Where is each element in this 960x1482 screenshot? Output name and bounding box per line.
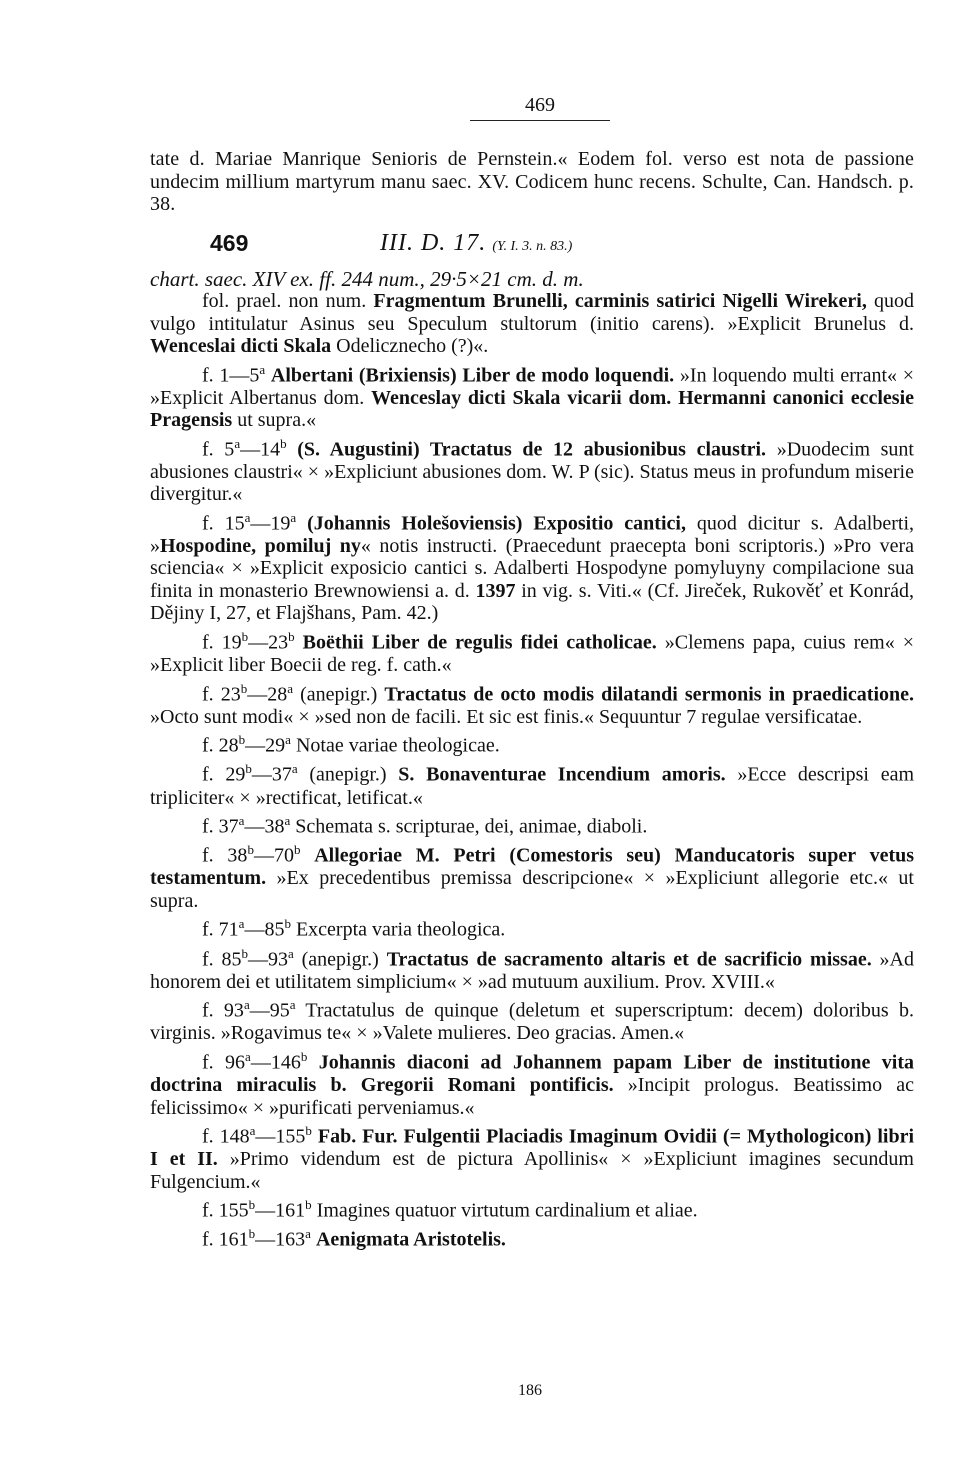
entry-text: f. 37 bbox=[202, 815, 239, 838]
entry-title: Allegoriae M. Petri (Comestoris seu) Manducatoris super vetus testamentum. bbox=[150, 844, 915, 890]
folio-superscript: b bbox=[247, 842, 254, 858]
entry-text: quod vulgo intitulatur Asinus seu Speculum stultorum (initio carens). »Explicit Brunelus d. bbox=[150, 290, 914, 335]
entry-text: —85 bbox=[244, 919, 285, 942]
manuscript-description: chart. saec. XIV ex. ff. 244 num., 29·5×21 cm. d. m. bbox=[150, 266, 584, 291]
entry-text: »Primo videndum est de pictura Apollinis« × »Expliciunt imagines secundum Fulgencium.« bbox=[150, 1148, 914, 1193]
entry-paragraph bbox=[150, 1046, 914, 1119]
entry-text: »Clemens papa, cuius rem« × »Explicit liber Boecii de reg. f. cath.« bbox=[150, 631, 914, 677]
entry-title: Albertani (Brixiensis) Liber de modo loquendi. bbox=[270, 364, 675, 387]
folio-superscript: b bbox=[248, 1197, 256, 1213]
folio-superscript: b bbox=[241, 945, 249, 961]
folio-superscript: b bbox=[245, 761, 252, 777]
entry-text: »Ecce descripsi eam tripliciter« × »rectificat, letificat.« bbox=[150, 764, 915, 809]
entry-title: S. Bonaventurae Incendium amoris. bbox=[398, 764, 726, 787]
manuscript-number: 469 bbox=[210, 229, 249, 256]
entry-text: —155 bbox=[255, 1125, 306, 1148]
entry-paragraph bbox=[150, 839, 914, 912]
entry-text: f. 161 bbox=[202, 1229, 249, 1251]
entry-text: f. 28 bbox=[202, 734, 239, 757]
entry-text: —29 bbox=[245, 734, 286, 757]
entry-title: Tractatus de octo modis dilatandi sermonis in praedicatione. bbox=[384, 683, 914, 706]
entry-text: fol. prael. non num. bbox=[202, 290, 374, 312]
entry-title: Fab. Fur. Fulgentii Placiadis Imaginum Ovidii (= Mythologicon) libri I et II. bbox=[150, 1125, 915, 1171]
folio-superscript: b bbox=[248, 1226, 256, 1242]
entry-text: (anepigr.) bbox=[293, 683, 385, 706]
entry-text: —146 bbox=[250, 1051, 301, 1074]
folio-superscript: b bbox=[240, 680, 248, 696]
footer-page-number: 186 bbox=[518, 1382, 542, 1399]
folio-superscript: a bbox=[259, 361, 266, 377]
folio-superscript: a bbox=[245, 1048, 251, 1064]
entry-title: 1397 bbox=[475, 579, 516, 602]
entry-paragraph bbox=[150, 810, 914, 838]
entry-text: »In loquendo multi errant« × »Explicit Albertanus dom. bbox=[150, 364, 915, 409]
folio-superscript: b bbox=[293, 842, 301, 858]
entry-text: —95 bbox=[249, 999, 290, 1022]
entry-text: (anepigr.) bbox=[293, 948, 387, 971]
entry-text: —161 bbox=[255, 1199, 306, 1222]
entry-paragraph bbox=[150, 913, 914, 941]
folio-superscript: a bbox=[288, 945, 294, 961]
folio-superscript: a bbox=[305, 1226, 311, 1242]
entry-paragraph bbox=[150, 290, 914, 358]
entry-paragraph bbox=[150, 433, 914, 506]
entry-text: « notis instructi. (Praecedunt praecepta boni scriptoris.) »Pro vera sciencia« × »Explicit exposicio cantici s. Adalberti Hospodyne pomyluyny compilacione sua finita in monasterio Brewnowiensi a. d. bbox=[150, 534, 914, 602]
folio-superscript: b bbox=[305, 1123, 312, 1139]
entry-text: —70 bbox=[253, 844, 294, 867]
entry-text: —163 bbox=[255, 1229, 306, 1251]
entry-text: —37 bbox=[251, 764, 292, 787]
entry-text: f. 15 bbox=[202, 512, 245, 535]
entry-text bbox=[300, 845, 314, 867]
entry-text bbox=[307, 1052, 318, 1074]
entry-text: f. 93 bbox=[202, 999, 244, 1022]
entry-text: Imagines quatuor virtutum cardinalium et aliae. bbox=[311, 1199, 698, 1222]
entry-title: Wenceslai dicti Skala bbox=[150, 335, 332, 357]
folio-superscript: a bbox=[238, 813, 245, 829]
folio-superscript: a bbox=[243, 997, 250, 1013]
entry-text: —28 bbox=[247, 683, 288, 706]
entry-text: —19 bbox=[250, 512, 291, 535]
folio-superscript: b bbox=[305, 1197, 312, 1213]
intro-paragraph: tate d. Mariae Manrique Senioris de Pernstein.« Eodem fol. verso est nota de passione undecim millium martyrum manu saec. XV. Codicem hunc recens. Schulte, Can. Handsch. p. 38. bbox=[150, 148, 914, 215]
entry-text: f. 29 bbox=[202, 764, 246, 787]
entry-text: »Duodecim sunt abusiones claustri« × »Expliciunt abusiones dom. W. P (sic). Status meus in profundum miserie divergitur.« bbox=[150, 438, 914, 506]
folio-superscript: a bbox=[284, 813, 291, 829]
entry-text: f. 38 bbox=[202, 844, 248, 867]
folio-superscript: b bbox=[238, 732, 246, 748]
entry-text: quod dicitur s. Adalberti, » bbox=[150, 512, 915, 557]
entry-text: in vig. s. Viti.« (Cf. Jireček, Rukověť et Konrád, Dějiny I, 27, et Flajšhans, Pam. 42.) bbox=[150, 579, 915, 625]
entry-text: Excerpta varia theologica. bbox=[290, 919, 506, 942]
folio-superscript: b bbox=[284, 916, 291, 932]
folio-superscript: a bbox=[290, 509, 297, 525]
entry-text: —93 bbox=[248, 948, 289, 971]
entry-paragraph bbox=[150, 359, 914, 432]
entry-title: Johannis diaconi ad Johannem papam Liber de institutione vita doctrina miraculis b. Gregorii Romani pontificis. bbox=[150, 1051, 914, 1097]
entry-paragraph bbox=[150, 507, 914, 625]
old-shelfmark: (Y. I. 3. n. 83.) bbox=[492, 238, 573, 254]
entry-text bbox=[295, 632, 303, 654]
folio-superscript: b bbox=[300, 1048, 308, 1064]
entry-title: Tractatus de sacramento altaris et de sacrificio missae. bbox=[386, 948, 872, 971]
entry-text: (anepigr.) bbox=[297, 764, 399, 787]
entry-text bbox=[296, 512, 307, 534]
entry-text: f. 19 bbox=[202, 631, 242, 654]
folio-superscript: b bbox=[241, 628, 249, 644]
entry-text bbox=[287, 438, 298, 460]
entry-title: Aenigmata Aristotelis. bbox=[315, 1229, 506, 1251]
entry-paragraph bbox=[150, 1120, 914, 1193]
entry-text: »Ex precedentibus premissa descripcione« × »Expliciunt allegorie etc.« ut supra. bbox=[150, 867, 914, 912]
entry-text: Notae variae theologicae. bbox=[290, 734, 500, 757]
folio-superscript: b bbox=[280, 435, 287, 451]
entry-text: Schemata s. scripturae, dei, animae, diaboli. bbox=[290, 815, 648, 838]
entry-title: Wenceslay dicti Skala vicarii dom. Hermanni canonici ecclesie Pragensis bbox=[150, 386, 914, 432]
catalogue-text bbox=[150, 148, 914, 1252]
manuscript-heading bbox=[150, 228, 914, 268]
folio-superscript: a bbox=[249, 1123, 256, 1139]
entry-text: »Octo sunt modi« × »sed non de facili. Et sic est finis.« Sequuntur 7 regulae versificatae. bbox=[150, 705, 863, 728]
entry-text: f. 23 bbox=[202, 683, 241, 706]
folio-superscript: a bbox=[234, 435, 241, 451]
entry-paragraph bbox=[150, 758, 914, 809]
folio-superscript: a bbox=[289, 997, 296, 1013]
entry-paragraph bbox=[150, 1194, 914, 1222]
entry-text: f. 155 bbox=[202, 1199, 249, 1222]
entry-text: Odeliczneсho (?)«. bbox=[331, 335, 489, 357]
entry-text: f. 71 bbox=[202, 919, 239, 942]
entry-title: Boëthii Liber de regulis fidei catholicae. bbox=[302, 631, 657, 654]
folio-superscript: a bbox=[291, 761, 298, 777]
entry-paragraph bbox=[150, 943, 914, 994]
entry-text: »Incipit prologus. Beatissimo ac felicissimo« × »purificati perveniamus.« bbox=[150, 1074, 914, 1119]
entry-title: Hospodine, pomiluj ny bbox=[160, 534, 361, 557]
entry-text: f. 85 bbox=[202, 948, 242, 971]
folio-superscript: a bbox=[287, 680, 294, 696]
page-number: 469 bbox=[470, 94, 610, 121]
entry-text: —23 bbox=[248, 631, 289, 654]
entry-text: f. 96 bbox=[202, 1051, 246, 1074]
entry-title: Fragmentum Brunelli, carminis satirici Nigelli Wirekeri, bbox=[373, 290, 867, 312]
folio-superscript: a bbox=[285, 732, 291, 748]
folio-superscript: a bbox=[244, 509, 251, 525]
entry-text: Tractatulus de quinque (deletum et superscriptum: decem) doloribus b. virginis. »Rogavimus te« × »Valete mulieres. Deo gracias. Amen.« bbox=[150, 999, 914, 1045]
shelfmark bbox=[380, 229, 573, 259]
entry-text: »Ad honorem dei et utilitatem simplicium« × »ad mutuum auxilium. Prov. XVIII.« bbox=[150, 948, 914, 993]
entry-text: f. 1—5 bbox=[202, 364, 260, 387]
entry-title: (Johannis Holešoviensis) Expositio cantici, bbox=[307, 512, 686, 535]
entry-paragraph bbox=[150, 994, 914, 1045]
shelfmark-text: III. D. 17. bbox=[380, 229, 487, 256]
entry-paragraph bbox=[150, 626, 914, 677]
entry-title: (S. Augustini) Tractatus de 12 abusionibus claustri. bbox=[297, 438, 767, 461]
entry-text: —14 bbox=[240, 438, 281, 461]
entry-paragraph bbox=[150, 729, 914, 757]
entry-paragraph bbox=[150, 678, 914, 729]
entry-text: ut supra.« bbox=[232, 409, 317, 432]
entry-text: f. 148 bbox=[202, 1125, 250, 1148]
folio-superscript: b bbox=[288, 628, 295, 644]
entry-text: f. 5 bbox=[202, 438, 235, 461]
entry-paragraph bbox=[150, 1223, 914, 1251]
entry-text: —38 bbox=[244, 815, 285, 838]
entries-list bbox=[150, 290, 914, 1252]
folio-superscript: a bbox=[238, 916, 245, 932]
